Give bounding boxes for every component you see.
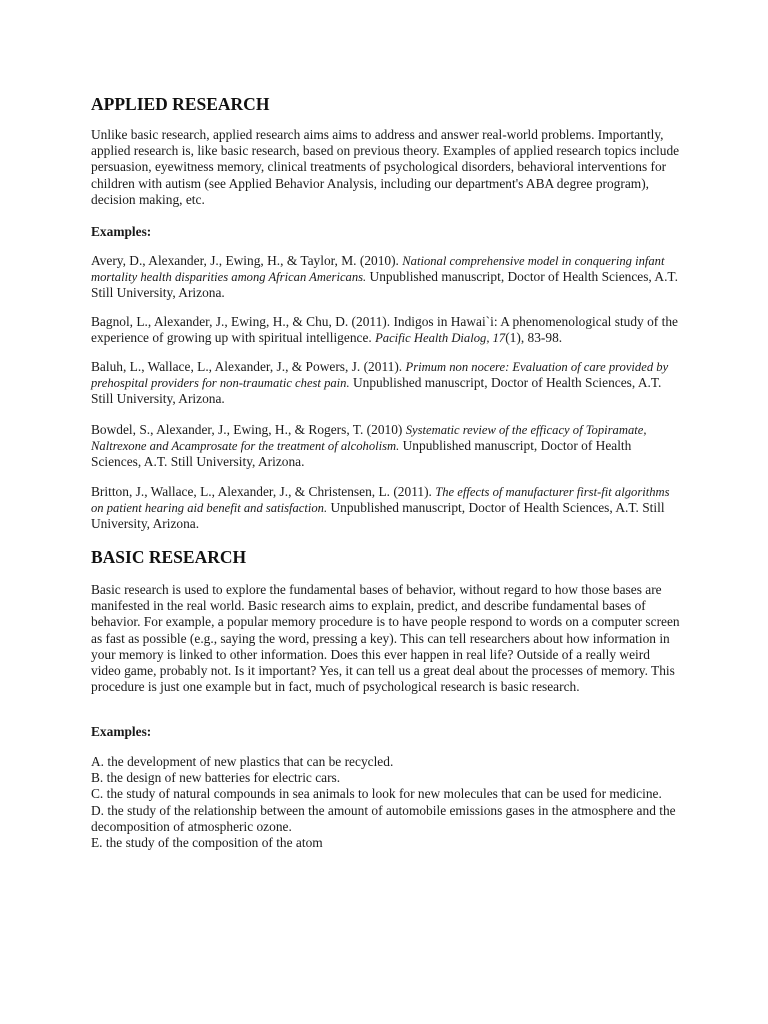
reference-title: National comprehensive model in conquering infant mortality health disparities among African Americans. <box>91 254 665 285</box>
reference-entry <box>91 484 681 533</box>
reference-authors: Baluh, L., Wallace, L., Alexander, J., & Powers, J. (2011). <box>91 359 406 374</box>
reference-title: The effects of manufacturer first-fit algorithms on patient hearing aid benefit and satisfaction. <box>91 485 670 516</box>
reference-title: Systematic review of the efficacy of Topiramate, Naltrexone and Acamprosate for the treatment of alcoholism. <box>91 423 647 454</box>
reference-entry <box>91 314 681 346</box>
applied-examples-label: Examples: <box>91 224 152 239</box>
basic-research-paragraph: Basic research is used to explore the fundamental bases of behavior, without regard to how those bases are manifested in the real world. Basic research aims to explain, predict, and describe fundamental bases of behavior. For example, a popular memory procedure is to have people respond to words on a computer screen as fast as possible (e.g., saying the word, pressing a key). This can tell researchers about how information in your memory is linked to other information. Does this ever happen in real life? Outside of a really weird video game, probably not. Is it important? Yes, it can tell us a great deal about the processes of memory. This procedure is just one example but in fact, much of psychological research is basic research. <box>91 582 680 695</box>
reference-source: Unpublished manuscript, Doctor of Health Sciences, A.T. Still University, Arizona. <box>91 438 632 470</box>
list-item: E. the study of the composition of the atom <box>91 835 323 851</box>
reference-authors: Bagnol, L., Alexander, J., Ewing, H., & Chu, D. (2011). Indigos in Hawai`i: A phenomenological study of the experience of growing up with spiritual intelligence. <box>91 314 678 346</box>
reference-title: Primum non nocere: Evaluation of care provided by prehospital providers for non-traumatic chest pain. <box>91 360 669 391</box>
reference-title: Pacific Health Dialog, 17 <box>375 331 506 346</box>
basic-research-heading: BASIC RESEARCH <box>91 547 247 567</box>
list-item: B. the design of new batteries for electric cars. <box>91 770 341 786</box>
reference-source: Unpublished manuscript, Doctor of Health Sciences, A.T. Still University, Arizona. <box>91 269 678 301</box>
reference-entry <box>91 359 681 408</box>
reference-authors: Britton, J., Wallace, L., Alexander, J., & Christensen, L. (2011). <box>91 484 436 499</box>
reference-entry <box>91 253 681 302</box>
applied-research-heading: APPLIED RESEARCH <box>91 94 270 114</box>
reference-source: Unpublished manuscript, Doctor of Health Sciences, A.T. Still University, Arizona. <box>91 375 662 407</box>
list-item: D. the study of the relationship between the amount of automobile emissions gases in the atmosphere and the decomposition of atmospheric ozone. <box>91 802 676 834</box>
reference-authors: Avery, D., Alexander, J., Ewing, H., & Taylor, M. (2010). <box>91 253 403 268</box>
reference-source: Unpublished manuscript, Doctor of Health Sciences, A.T. Still University, Arizona. <box>91 500 665 532</box>
reference-authors: Bowdel, S., Alexander, J., Ewing, H., & Rogers, T. (2010) <box>91 422 406 437</box>
applied-research-paragraph: Unlike basic research, applied research aims aims to address and answer real-world problems. Importantly, applied research is, like basic research, based on previous theory. Examples of applied research topics include persuasion, eyewitness memory, clinical treatments of psychological disorders, behavioral interventions for children with autism (see Applied Behavior Analysis, including our department's ABA degree program), decision making, etc. <box>91 127 680 207</box>
list-item: C. the study of natural compounds in sea animals to look for new molecules that can be used for medicine. <box>91 786 662 802</box>
list-item: A. the development of new plastics that can be recycled. <box>91 754 394 769</box>
examples-list <box>91 754 681 851</box>
basic-examples-label: Examples: <box>91 724 152 739</box>
reference-entry <box>91 422 681 471</box>
reference-source: (1), 83-98. <box>505 330 563 346</box>
